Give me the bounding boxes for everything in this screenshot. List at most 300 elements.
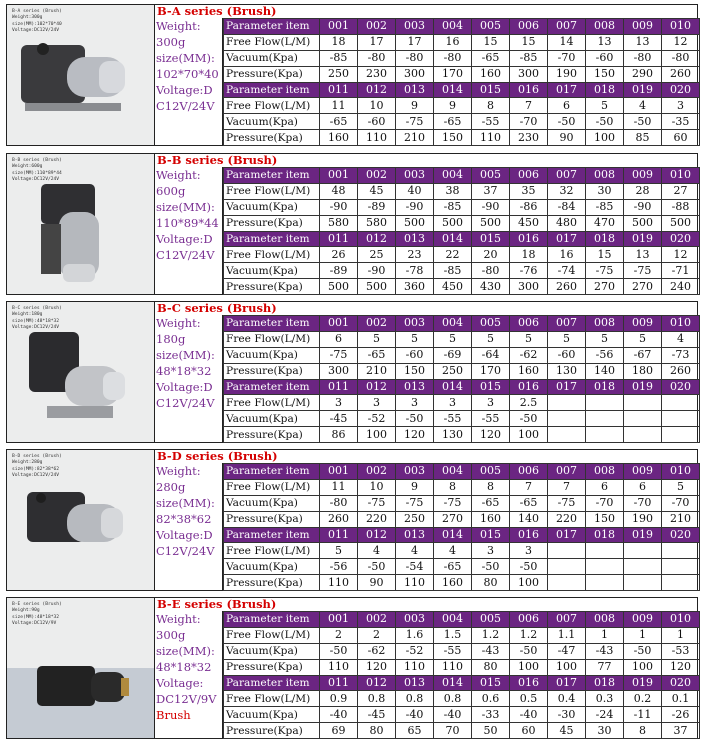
photo-caption: B-A series (Brush) Weight:300g size(MM):102*70*40 Voltage:DC12V/24V bbox=[12, 9, 62, 33]
table-row bbox=[224, 34, 700, 50]
table-cell: 11 bbox=[320, 479, 358, 495]
table-cell: 0.9 bbox=[320, 691, 358, 707]
table-cell: 13 bbox=[586, 34, 624, 50]
series-title: B-D series (Brush) bbox=[157, 449, 278, 463]
table-cell: -50 bbox=[358, 559, 396, 575]
spec-line: 102*70*40 bbox=[156, 67, 219, 81]
table-cell bbox=[586, 411, 624, 427]
table-cell: 5 bbox=[624, 331, 662, 347]
table-row bbox=[224, 130, 700, 146]
pump-photo-frame bbox=[7, 5, 155, 145]
table-cell bbox=[662, 411, 700, 427]
model-code: 007 bbox=[548, 19, 586, 35]
table-cell: -75 bbox=[396, 114, 434, 130]
table-cell: 2.5 bbox=[510, 395, 548, 411]
table-cell: 270 bbox=[586, 279, 624, 295]
table-cell bbox=[548, 575, 586, 591]
table-cell: 5 bbox=[434, 331, 472, 347]
table-cell: 4 bbox=[358, 543, 396, 559]
model-code: 011 bbox=[320, 675, 358, 691]
table-cell: 4 bbox=[396, 543, 434, 559]
table-cell bbox=[662, 575, 700, 591]
model-code: 009 bbox=[624, 612, 662, 628]
table-cell bbox=[548, 427, 586, 443]
table-cell bbox=[548, 543, 586, 559]
table-cell: 5 bbox=[472, 331, 510, 347]
table-cell: 150 bbox=[586, 66, 624, 82]
header-row bbox=[224, 168, 700, 184]
table-cell: 0.1 bbox=[662, 691, 700, 707]
spec-line: 82*38*62 bbox=[156, 512, 212, 526]
table-row bbox=[224, 279, 700, 295]
table-cell: 20 bbox=[472, 247, 510, 263]
table-cell bbox=[662, 395, 700, 411]
table-cell: 250 bbox=[320, 66, 358, 82]
series-block bbox=[6, 449, 698, 591]
table-cell: -50 bbox=[624, 114, 662, 130]
table-cell: 7 bbox=[510, 98, 548, 114]
table-cell: 1.6 bbox=[396, 627, 434, 643]
table-cell: 4 bbox=[434, 543, 472, 559]
model-code: 016 bbox=[510, 379, 548, 395]
model-code: 009 bbox=[624, 464, 662, 480]
table-cell: 13 bbox=[624, 34, 662, 50]
table-cell: 17 bbox=[358, 34, 396, 50]
header-label: Parameter item bbox=[224, 19, 320, 35]
model-code: 002 bbox=[358, 19, 396, 35]
table-cell: 5 bbox=[358, 331, 396, 347]
table-cell: -55 bbox=[472, 114, 510, 130]
spec-line: 300g bbox=[156, 628, 186, 642]
table-cell: -90 bbox=[320, 199, 358, 215]
table-cell: -50 bbox=[624, 643, 662, 659]
model-code: 014 bbox=[434, 675, 472, 691]
model-code: 020 bbox=[662, 675, 700, 691]
table-cell bbox=[586, 543, 624, 559]
table-cell: -86 bbox=[510, 199, 548, 215]
table-cell: 140 bbox=[510, 511, 548, 527]
table-cell: -75 bbox=[396, 495, 434, 511]
table-cell: 18 bbox=[510, 247, 548, 263]
table-cell: 150 bbox=[396, 363, 434, 379]
model-code: 004 bbox=[434, 19, 472, 35]
table-cell: 11 bbox=[320, 98, 358, 114]
table-cell: 45 bbox=[358, 183, 396, 199]
table-cell: -89 bbox=[358, 199, 396, 215]
model-code: 011 bbox=[320, 231, 358, 247]
table-cell: 270 bbox=[624, 279, 662, 295]
header-label: Parameter item bbox=[224, 168, 320, 184]
table-cell: 130 bbox=[434, 427, 472, 443]
table-cell bbox=[662, 559, 700, 575]
table-cell: 230 bbox=[358, 66, 396, 82]
table-cell: 10 bbox=[358, 479, 396, 495]
table-cell: 30 bbox=[586, 723, 624, 739]
model-code: 010 bbox=[662, 316, 700, 332]
model-code: 013 bbox=[396, 82, 434, 98]
model-code: 005 bbox=[472, 316, 510, 332]
table-cell: 500 bbox=[396, 215, 434, 231]
table-cell: 500 bbox=[320, 279, 358, 295]
spec-line: C12V/24V bbox=[156, 544, 215, 558]
table-cell: -89 bbox=[320, 263, 358, 279]
table-cell: 250 bbox=[434, 363, 472, 379]
model-code: 002 bbox=[358, 464, 396, 480]
table-cell: 110 bbox=[472, 130, 510, 146]
model-code: 001 bbox=[320, 464, 358, 480]
model-code: 015 bbox=[472, 675, 510, 691]
model-code: 012 bbox=[358, 379, 396, 395]
table-cell: -65 bbox=[472, 50, 510, 66]
table-row bbox=[224, 575, 700, 591]
table-cell: 13 bbox=[624, 247, 662, 263]
model-code: 013 bbox=[396, 675, 434, 691]
table-cell: -90 bbox=[396, 199, 434, 215]
table-cell: 500 bbox=[624, 215, 662, 231]
model-code: 012 bbox=[358, 82, 396, 98]
model-code: 020 bbox=[662, 231, 700, 247]
table-cell: -70 bbox=[586, 495, 624, 511]
table-cell: -80 bbox=[320, 495, 358, 511]
table-cell: 16 bbox=[548, 247, 586, 263]
model-code: 015 bbox=[472, 379, 510, 395]
spec-column bbox=[155, 611, 223, 738]
table-cell: 3 bbox=[510, 543, 548, 559]
model-code: 018 bbox=[586, 231, 624, 247]
header-row bbox=[224, 316, 700, 332]
spec-line: Voltage:D bbox=[156, 528, 213, 542]
row-label: Pressure(Kpa) bbox=[224, 363, 320, 379]
model-code: 015 bbox=[472, 82, 510, 98]
model-code: 004 bbox=[434, 316, 472, 332]
table-cell: 580 bbox=[358, 215, 396, 231]
table-cell: 4 bbox=[662, 331, 700, 347]
model-code: 001 bbox=[320, 168, 358, 184]
table-cell: -71 bbox=[662, 263, 700, 279]
table-cell: -52 bbox=[358, 411, 396, 427]
table-cell: -84 bbox=[548, 199, 586, 215]
table-cell: 5 bbox=[586, 98, 624, 114]
table-cell: -40 bbox=[320, 707, 358, 723]
model-code: 015 bbox=[472, 527, 510, 543]
row-label: Vacuum(Kpa) bbox=[224, 347, 320, 363]
model-code: 016 bbox=[510, 231, 548, 247]
header-label: Parameter item bbox=[224, 379, 320, 395]
table-cell: 65 bbox=[396, 723, 434, 739]
table-cell: 6 bbox=[548, 98, 586, 114]
table-cell: -75 bbox=[548, 495, 586, 511]
model-code: 013 bbox=[396, 527, 434, 543]
table-cell: 48 bbox=[320, 183, 358, 199]
table-cell: 470 bbox=[586, 215, 624, 231]
table-cell: 300 bbox=[396, 66, 434, 82]
table-cell: 60 bbox=[510, 723, 548, 739]
header-label: Parameter item bbox=[224, 316, 320, 332]
table-cell: -47 bbox=[548, 643, 586, 659]
table-cell: -85 bbox=[510, 50, 548, 66]
table-cell: -70 bbox=[510, 114, 548, 130]
table-cell: 160 bbox=[472, 66, 510, 82]
table-cell: 110 bbox=[358, 130, 396, 146]
table-cell bbox=[624, 543, 662, 559]
table-cell: -85 bbox=[320, 50, 358, 66]
table-cell bbox=[662, 427, 700, 443]
header-label: Parameter item bbox=[224, 675, 320, 691]
row-label: Pressure(Kpa) bbox=[224, 511, 320, 527]
table-cell: 120 bbox=[662, 659, 700, 675]
table-cell: 32 bbox=[548, 183, 586, 199]
table-cell bbox=[624, 575, 662, 591]
table-cell: 90 bbox=[358, 575, 396, 591]
table-cell: -65 bbox=[320, 114, 358, 130]
table-cell: 8 bbox=[472, 98, 510, 114]
table-cell: 0.3 bbox=[586, 691, 624, 707]
spec-line: size(MM): bbox=[156, 496, 215, 510]
model-code: 017 bbox=[548, 527, 586, 543]
table-cell: -75 bbox=[320, 347, 358, 363]
table-cell: -80 bbox=[624, 50, 662, 66]
model-code: 002 bbox=[358, 168, 396, 184]
table-cell: 8 bbox=[434, 479, 472, 495]
table-row bbox=[224, 183, 700, 199]
spec-line: size(MM): bbox=[156, 644, 215, 658]
table-row bbox=[224, 98, 700, 114]
table-cell: 5 bbox=[510, 331, 548, 347]
table-cell: 70 bbox=[434, 723, 472, 739]
model-code: 012 bbox=[358, 231, 396, 247]
model-code: 015 bbox=[472, 231, 510, 247]
table-cell: 110 bbox=[434, 659, 472, 675]
model-code: 010 bbox=[662, 464, 700, 480]
table-row bbox=[224, 691, 700, 707]
table-cell: 250 bbox=[396, 511, 434, 527]
table-cell: 69 bbox=[320, 723, 358, 739]
table-cell: 7 bbox=[510, 479, 548, 495]
table-cell: -70 bbox=[548, 50, 586, 66]
table-cell: 3 bbox=[396, 395, 434, 411]
table-row bbox=[224, 543, 700, 559]
table-cell: -85 bbox=[434, 199, 472, 215]
table-row bbox=[224, 215, 700, 231]
series-title: B-A series (Brush) bbox=[157, 4, 277, 18]
table-cell: 500 bbox=[472, 215, 510, 231]
table-row bbox=[224, 707, 700, 723]
row-label: Vacuum(Kpa) bbox=[224, 199, 320, 215]
table-cell: 300 bbox=[510, 279, 548, 295]
model-code: 004 bbox=[434, 612, 472, 628]
table-cell: 100 bbox=[358, 427, 396, 443]
spec-line: 600g bbox=[156, 184, 186, 198]
table-cell: 28 bbox=[624, 183, 662, 199]
spec-line: size(MM): bbox=[156, 200, 215, 214]
table-cell: -78 bbox=[396, 263, 434, 279]
table-cell: 15 bbox=[510, 34, 548, 50]
row-label: Pressure(Kpa) bbox=[224, 723, 320, 739]
model-code: 006 bbox=[510, 464, 548, 480]
table-cell: 1 bbox=[662, 627, 700, 643]
table-cell: 18 bbox=[320, 34, 358, 50]
spec-line: Weight: bbox=[156, 612, 201, 626]
table-cell bbox=[548, 411, 586, 427]
row-label: Pressure(Kpa) bbox=[224, 659, 320, 675]
table-cell: 4 bbox=[624, 98, 662, 114]
header-row bbox=[224, 379, 700, 395]
table-row bbox=[224, 511, 700, 527]
table-cell: -40 bbox=[434, 707, 472, 723]
model-code: 007 bbox=[548, 168, 586, 184]
header-row bbox=[224, 464, 700, 480]
model-code: 016 bbox=[510, 527, 548, 543]
table-cell: 60 bbox=[662, 130, 700, 146]
table-cell: -85 bbox=[586, 199, 624, 215]
table-cell: 160 bbox=[472, 511, 510, 527]
table-cell: 2 bbox=[358, 627, 396, 643]
table-cell: -56 bbox=[586, 347, 624, 363]
table-cell: -50 bbox=[396, 411, 434, 427]
table-cell: 580 bbox=[320, 215, 358, 231]
row-label: Pressure(Kpa) bbox=[224, 279, 320, 295]
row-label: Pressure(Kpa) bbox=[224, 130, 320, 146]
table-cell: 150 bbox=[586, 511, 624, 527]
table-cell: 1 bbox=[586, 627, 624, 643]
table-cell: -80 bbox=[662, 50, 700, 66]
table-cell: -56 bbox=[320, 559, 358, 575]
table-cell bbox=[624, 559, 662, 575]
table-cell: -65 bbox=[510, 495, 548, 511]
model-code: 020 bbox=[662, 527, 700, 543]
table-cell: 100 bbox=[510, 659, 548, 675]
parameter-table bbox=[223, 167, 700, 295]
table-cell: 27 bbox=[662, 183, 700, 199]
table-cell: 0.6 bbox=[472, 691, 510, 707]
model-code: 008 bbox=[586, 316, 624, 332]
table-cell: 22 bbox=[434, 247, 472, 263]
table-cell: 160 bbox=[320, 130, 358, 146]
table-cell: 240 bbox=[662, 279, 700, 295]
table-cell: -40 bbox=[396, 707, 434, 723]
table-cell: 110 bbox=[396, 575, 434, 591]
table-cell: -55 bbox=[434, 643, 472, 659]
table-cell: -11 bbox=[624, 707, 662, 723]
table-cell: -75 bbox=[358, 495, 396, 511]
table-cell: 90 bbox=[548, 130, 586, 146]
table-row bbox=[224, 114, 700, 130]
model-code: 003 bbox=[396, 316, 434, 332]
row-label: Free Flow(L/M) bbox=[224, 247, 320, 263]
model-code: 017 bbox=[548, 231, 586, 247]
model-code: 001 bbox=[320, 316, 358, 332]
row-label: Free Flow(L/M) bbox=[224, 34, 320, 50]
series-title: B-E series (Brush) bbox=[157, 597, 277, 611]
row-label: Pressure(Kpa) bbox=[224, 575, 320, 591]
table-cell: 86 bbox=[320, 427, 358, 443]
table-cell: -90 bbox=[624, 199, 662, 215]
spec-line: 110*89*44 bbox=[156, 216, 219, 230]
table-cell: 6 bbox=[624, 479, 662, 495]
table-row bbox=[224, 427, 700, 443]
table-row bbox=[224, 247, 700, 263]
table-cell: -60 bbox=[548, 347, 586, 363]
header-row bbox=[224, 612, 700, 628]
table-cell: 100 bbox=[624, 659, 662, 675]
table-cell: -60 bbox=[586, 50, 624, 66]
table-cell bbox=[586, 575, 624, 591]
table-cell: -90 bbox=[472, 199, 510, 215]
model-code: 012 bbox=[358, 527, 396, 543]
model-code: 011 bbox=[320, 379, 358, 395]
table-cell: -64 bbox=[472, 347, 510, 363]
table-cell: 3 bbox=[662, 98, 700, 114]
table-cell: 260 bbox=[320, 511, 358, 527]
table-cell: 150 bbox=[434, 130, 472, 146]
model-code: 020 bbox=[662, 82, 700, 98]
row-label: Vacuum(Kpa) bbox=[224, 263, 320, 279]
table-row bbox=[224, 479, 700, 495]
table-cell: 12 bbox=[662, 34, 700, 50]
model-code: 009 bbox=[624, 168, 662, 184]
table-cell: 120 bbox=[358, 659, 396, 675]
model-code: 014 bbox=[434, 82, 472, 98]
model-code: 005 bbox=[472, 19, 510, 35]
model-code: 014 bbox=[434, 527, 472, 543]
table-cell: 160 bbox=[434, 575, 472, 591]
model-code: 013 bbox=[396, 231, 434, 247]
row-label: Vacuum(Kpa) bbox=[224, 411, 320, 427]
model-code: 006 bbox=[510, 316, 548, 332]
model-code: 018 bbox=[586, 379, 624, 395]
table-cell: -75 bbox=[624, 263, 662, 279]
model-code: 011 bbox=[320, 82, 358, 98]
model-code: 017 bbox=[548, 379, 586, 395]
table-row bbox=[224, 363, 700, 379]
table-cell: -69 bbox=[434, 347, 472, 363]
model-code: 016 bbox=[510, 82, 548, 98]
table-cell: 450 bbox=[510, 215, 548, 231]
table-cell: 110 bbox=[320, 575, 358, 591]
row-label: Vacuum(Kpa) bbox=[224, 643, 320, 659]
table-cell: 80 bbox=[358, 723, 396, 739]
table-cell: 0.5 bbox=[510, 691, 548, 707]
model-code: 005 bbox=[472, 168, 510, 184]
header-label: Parameter item bbox=[224, 231, 320, 247]
table-cell: 180 bbox=[624, 363, 662, 379]
model-code: 007 bbox=[548, 612, 586, 628]
spec-column bbox=[155, 18, 223, 145]
table-cell: 500 bbox=[358, 279, 396, 295]
table-cell: -43 bbox=[586, 643, 624, 659]
photo-caption: B-E series (Brush) Weight:90g size(MM):48*18*32 Voltage:DC12V/9V bbox=[12, 602, 62, 626]
photo-caption: B-C series (Brush) Weight:180g size(MM):48*18*32 Voltage:DC12V/24V bbox=[12, 306, 62, 330]
table-cell: 23 bbox=[396, 247, 434, 263]
table-cell: -40 bbox=[510, 707, 548, 723]
model-code: 005 bbox=[472, 612, 510, 628]
model-code: 020 bbox=[662, 379, 700, 395]
row-label: Pressure(Kpa) bbox=[224, 427, 320, 443]
row-label: Free Flow(L/M) bbox=[224, 98, 320, 114]
row-label: Vacuum(Kpa) bbox=[224, 114, 320, 130]
series-block bbox=[6, 153, 698, 295]
table-cell: -65 bbox=[434, 114, 472, 130]
model-code: 003 bbox=[396, 612, 434, 628]
table-cell bbox=[586, 427, 624, 443]
model-code: 007 bbox=[548, 464, 586, 480]
table-cell: 130 bbox=[548, 363, 586, 379]
table-cell: 7 bbox=[548, 479, 586, 495]
table-row bbox=[224, 559, 700, 575]
parameter-table bbox=[223, 315, 700, 443]
model-code: 019 bbox=[624, 527, 662, 543]
table-cell bbox=[662, 543, 700, 559]
